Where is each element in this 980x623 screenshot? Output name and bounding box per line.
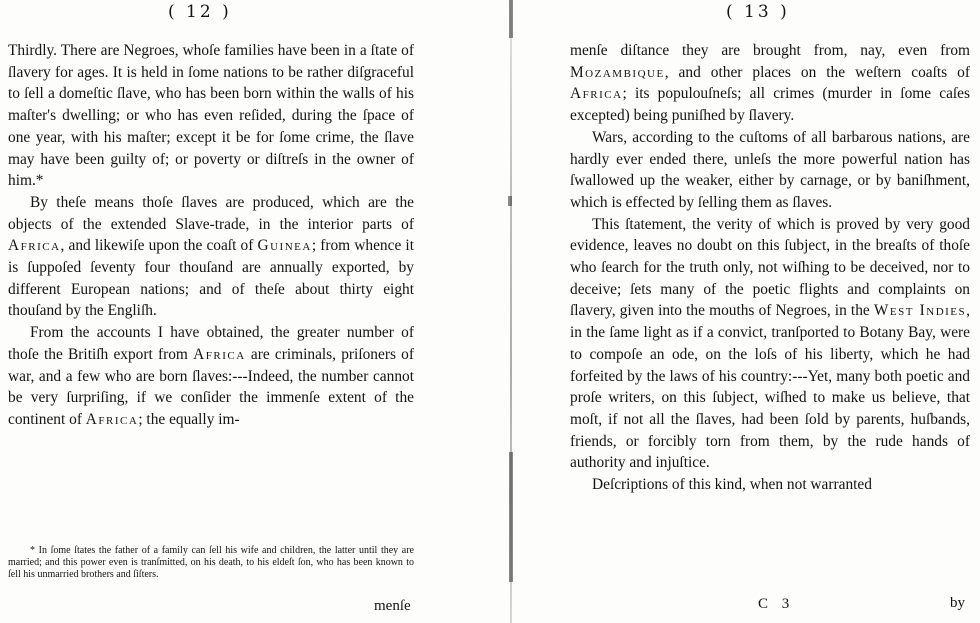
right-page: [540, 0, 980, 623]
page-body: [570, 40, 970, 496]
gutter-shadow: [508, 196, 512, 206]
signature-mark: C 3: [758, 596, 795, 612]
page-number: ( 12 ): [168, 2, 232, 22]
paragraph: Thirdly. There are Negroes, whoſe families have been in a ſtate of ſlavery for ages. It is held in ſome nations to be rather diſgraceful to ſell a domeſtic ſlave, who has been born within the walls of his maſter's dwelling; or who has even reſided, during the ſpace of one year, with his maſter; except it be for ſome crime, the ſlave may have been guilty of; or poverty or diſtreſs in the owner of him.*: [8, 42, 414, 190]
left-page: [0, 0, 480, 623]
book-gutter: [480, 0, 540, 623]
place-name: Africa: [85, 410, 139, 428]
catchword: by: [950, 595, 965, 611]
paragraph: From the accounts I have obtained, the greater number of thoſe the Britiſh export from Africa are criminals, priſoners of war, and a few who are born ſlaves:---Indeed, the number cannot be very ſurpriſing, if we conſider the immenſe extent of the continent of Africa; the equally im-: [8, 324, 414, 428]
place-name: Guinea: [257, 237, 312, 255]
catchword: menſe: [374, 598, 411, 614]
paragraph: This ſtatement, the verity of which is proved by very good evidence, leaves no doubt on this ſubject, in the breaſts of thoſe who ſearch for the truth only, not wiſhing to be deceived, nor to deceive; ſets many of the poetic flights and complaints on ſlavery, given into the mouths of Negroes, in the West Indies, in the ſame light as if a convict, tranſported to Botany Bay, were to compoſe an ode, on the loſs of his liberty, which he had forfeited by the laws of his country:---Yet, many both poetic and proſe writers, on this ſubject, wiſhed to make us believe, that moſt, if not all the ſlaves, had been ſold by parents, huſbands, friends, or forcibly torn from them, by the rude hands of authority and injuſtice.: [570, 215, 970, 472]
gutter-shadow: [509, 452, 513, 582]
place-name: Africa: [193, 345, 246, 363]
place-name: Africa: [8, 237, 61, 255]
paragraph: Deſcriptions of this kind, when not warranted: [592, 476, 872, 494]
place-name: Mozambique: [570, 63, 665, 81]
paragraph: menſe diſtance they are brought from, nay, even from Mozambique, and other places on the weſtern coaſts of Africa; its populouſneſs; all crimes (murder in ſome caſes excepted) being puniſhed by ſlavery.: [570, 42, 970, 125]
place-name: West Indies: [873, 302, 967, 320]
paragraph: Wars, according to the cuſtoms of all barbarous nations, are hardly ever ended there, unleſs the more powerful nation has ſwallowed up the weaker, either by carnage, or by baniſhment, which is effected by ſelling them as ſlaves.: [570, 128, 970, 211]
page-number: ( 13 ): [726, 2, 790, 22]
gutter-shadow: [509, 0, 513, 38]
paragraph: By theſe means thoſe ſlaves are produced, which are the objects of the extended Slave-trade, in the interior parts of Africa, and likewiſe upon the coaſt of Guinea; from whence it is ſuppoſed ſeventy four thouſand are annually exported, by different European nations; and of theſe about thirty eight thouſand by the Engliſh.: [8, 193, 414, 320]
footnote: * In ſome ſtates the father of a family can ſell his wife and children, the latter until they are married; and this power even is tranſmitted, on his death, to his eldeſt ſon, who has been known to ſell his unmarried brothers and ſiſters.: [8, 545, 414, 580]
page-body: [8, 40, 414, 431]
place-name: Africa: [570, 85, 623, 103]
